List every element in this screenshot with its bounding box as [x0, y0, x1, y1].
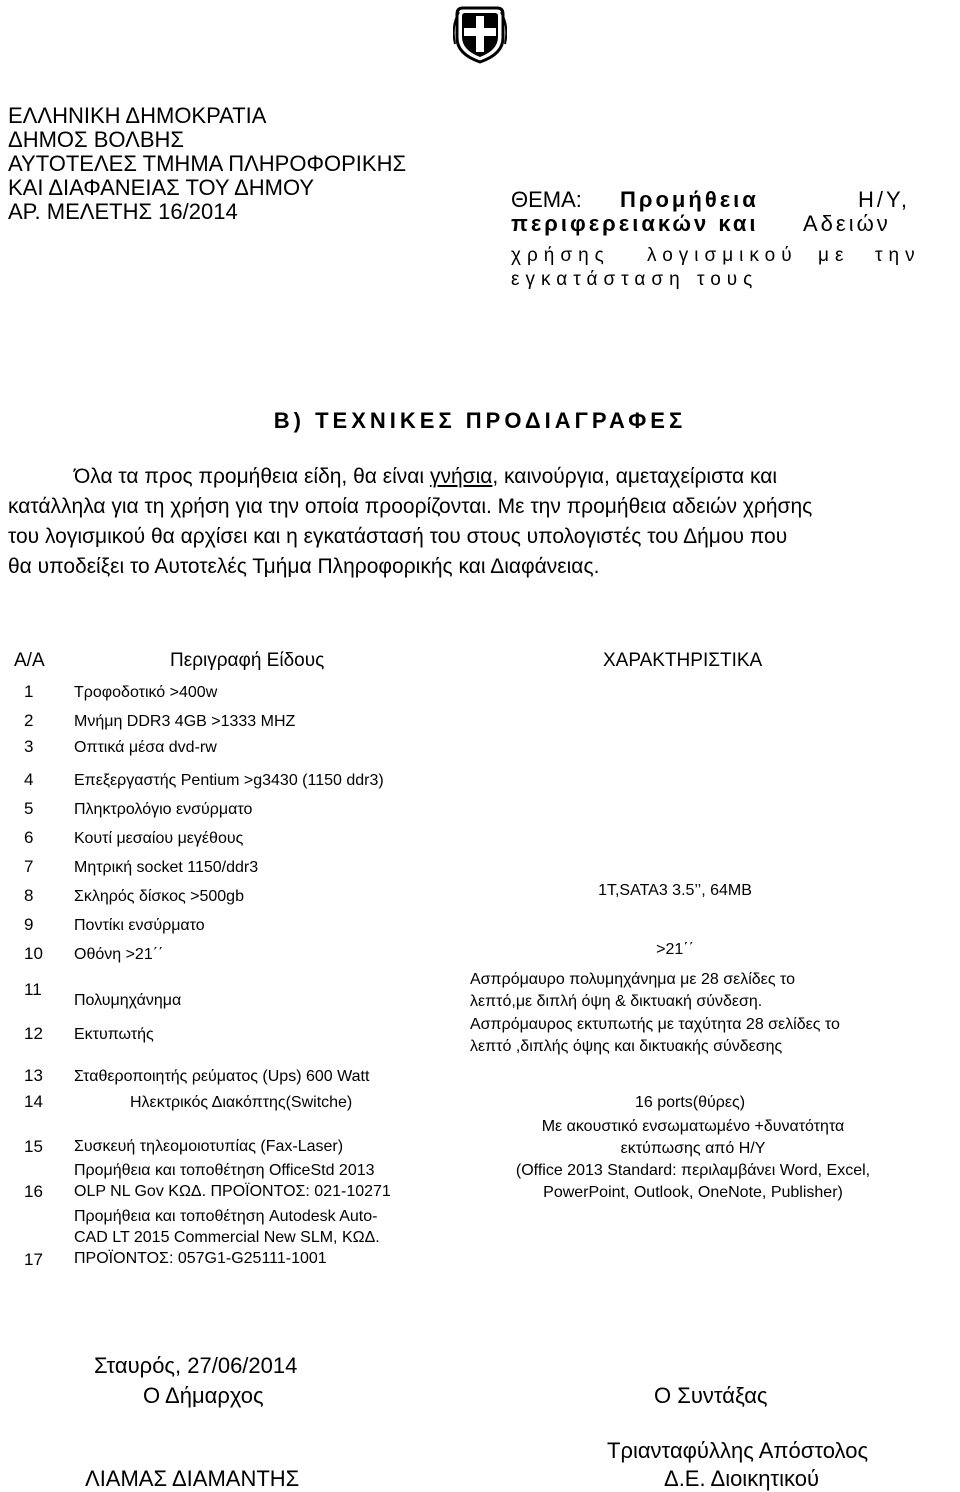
- author-role: Δ.Ε. Διοικητικού: [664, 1466, 820, 1491]
- row-number: 2: [24, 711, 34, 730]
- row-number: 4: [24, 770, 34, 789]
- org-line: ΚΑΙ ΔΙΑΦΑΝΕΙΑΣ ΤΟΥ ΔΗΜΟΥ: [8, 175, 315, 200]
- item-description: Κουτί μεσαίου μεγέθους: [74, 830, 244, 847]
- row-number: 10: [24, 944, 43, 963]
- item-characteristics: 16 ports(θύρες): [634, 1094, 746, 1111]
- item-description: Πολυμηχάνημα: [74, 992, 182, 1009]
- row-number: 6: [24, 828, 34, 847]
- item-description: CAD LT 2015 Commercial New SLM, ΚΩΔ.: [74, 1229, 380, 1246]
- subject-text: την: [875, 245, 921, 266]
- mayor-name: ΛΙΑΜΑΣ ΔΙΑΜΑΝΤΗΣ: [85, 1466, 300, 1491]
- item-description: Προμήθεια και τοποθέτηση OfficeStd 2013: [74, 1162, 375, 1179]
- subject-text: Αδειών: [803, 211, 891, 236]
- item-description: Ποντίκι ενσύρματο: [74, 917, 205, 934]
- item-description: OLP NL Gov ΚΩΔ. ΠΡΟΪΟΝΤΟΣ: 021-10271: [74, 1183, 391, 1200]
- subject-text: Η/Υ,: [858, 187, 910, 212]
- item-characteristics: Ασπρόμαυρο πολυμηχάνημα με 28 σελίδες το: [470, 971, 795, 988]
- subject-label: ΘΕΜΑ:: [511, 187, 582, 212]
- item-characteristics: εκτύπωσης από Η/Υ: [620, 1140, 766, 1157]
- intro-line: του λογισμικού θα αρχίσει και η εγκατάστασή του στους υπολογιστές του Δήμου που: [8, 525, 788, 548]
- row-number: 14: [24, 1092, 43, 1111]
- row-number: 8: [24, 886, 34, 905]
- subject-text: λογισμικού: [647, 245, 798, 266]
- column-header-description: Περιγραφή Είδους: [170, 650, 325, 671]
- intro-line: κατάλληλα για τη χρήση για την οποία προορίζονται. Με την προμήθεια αδειών χρήσης: [8, 495, 813, 518]
- mayor-title: Ο Δήμαρχος: [143, 1383, 264, 1408]
- item-characteristics: 1T,SATA3 3.5’’, 64MB: [598, 882, 752, 899]
- column-header-aa: Α/Α: [14, 650, 45, 671]
- item-characteristics: PowerPoint, Outlook, OneNote, Publisher): [543, 1184, 843, 1201]
- item-description: Πληκτρολόγιο ενσύρματο: [74, 801, 253, 818]
- item-description: Οθόνη >21΄΄: [74, 946, 164, 963]
- item-characteristics: λεπτό,με διπλή όψη & δικτυακή σύνδεση.: [470, 993, 763, 1010]
- subject-text: χρήσης: [511, 245, 610, 266]
- item-characteristics: Ασπρόμαυρος εκτυπωτής με ταχύτητα 28 σελίδες το: [470, 1016, 840, 1033]
- item-description: Μνήμη DDR3 4GB >1333 MHZ: [74, 713, 296, 730]
- item-characteristics: (Office 2013 Standard: περιλαμβάνει Word, Excel,: [515, 1162, 871, 1179]
- org-line: ΔΗΜΟΣ ΒΟΛΒΗΣ: [8, 127, 184, 152]
- row-number: 3: [24, 737, 34, 756]
- item-characteristics: Με ακουστικό ενσωματωμένο +δυνατότητα: [541, 1118, 845, 1135]
- item-description: Σκληρός δίσκος >500gb: [74, 888, 244, 905]
- row-number: 5: [24, 799, 34, 818]
- section-title: Β) ΤΕΧΝΙΚΕΣ ΠΡΟΔΙΑΓΡΑΦΕΣ: [273, 408, 687, 433]
- genuine-underlined: γνήσια: [429, 465, 493, 488]
- row-number: 7: [24, 857, 34, 876]
- row-number: 12: [24, 1024, 43, 1043]
- item-description: Οπτικά μέσα dvd-rw: [74, 739, 217, 756]
- org-line: ΑΥΤΟΤΕΛΕΣ ΤΜΗΜΑ ΠΛΗΡΟΦΟΡΙΚΗΣ: [8, 151, 407, 176]
- item-description: Τροφοδοτικό >400w: [74, 684, 218, 701]
- item-description: Μητρική socket 1150/ddr3: [74, 859, 259, 876]
- author-name: Τριανταφύλλης Απόστολος: [607, 1438, 869, 1463]
- column-header-characteristics: ΧΑΡΑΚΤΗΡΙΣΤΙΚΑ: [603, 650, 763, 671]
- row-number: 1: [24, 682, 34, 701]
- row-number: 11: [24, 980, 42, 999]
- row-number: 16: [24, 1182, 43, 1201]
- study-number: ΑΡ. ΜΕΛΕΤΗΣ 16/2014: [8, 199, 238, 224]
- item-characteristics: >21΄΄: [656, 941, 694, 958]
- item-characteristics: λεπτό ,διπλής όψης και δικτυακής σύνδεσης: [470, 1038, 783, 1055]
- row-number: 13: [24, 1066, 43, 1085]
- intro-line: θα υποδείξει το Αυτοτελές Τμήμα Πληροφορικής και Διαφάνειας.: [8, 555, 600, 578]
- item-description: ΠΡΟΪΟΝΤΟΣ: 057G1-G25111-1001: [74, 1250, 327, 1267]
- item-description: Προμήθεια και τοποθέτηση Autodesk Auto-: [74, 1208, 378, 1225]
- place-date: Σταυρός, 27/06/2014: [94, 1353, 298, 1378]
- row-number: 9: [24, 915, 34, 934]
- org-line: ΕΛΛΗΝΙΚΗ ΔΗΜΟΚΡΑΤΙΑ: [8, 103, 267, 128]
- author-title: Ο Συντάξας: [654, 1383, 768, 1408]
- row-number: 15: [24, 1137, 43, 1156]
- row-number: 17: [24, 1250, 43, 1269]
- intro-line: Όλα τα προς προμήθεια είδη, θα είναι γνήσια, καινούργια, αμεταχείριστα και: [74, 465, 778, 488]
- item-description: Σταθεροποιητής ρεύματος (Ups) 600 Watt: [74, 1068, 370, 1085]
- subject-text: εγκατάσταση τους: [511, 269, 759, 290]
- item-description: Εκτυπωτής: [74, 1026, 154, 1043]
- subject-text: περιφερειακών και: [511, 211, 759, 236]
- item-description: Ηλεκτρικός Διακόπτης(Switche): [130, 1094, 353, 1111]
- item-description: Συσκευή τηλεομοιοτυπίας (Fax-Laser): [74, 1138, 344, 1155]
- subject-text: με: [818, 245, 850, 266]
- greek-coat-of-arms-icon: [453, 4, 507, 66]
- item-description: Επεξεργαστής Pentium >g3430 (1150 ddr3): [74, 772, 384, 789]
- subject-text: Προμήθεια: [620, 187, 759, 212]
- intro-paragraph: [8, 462, 954, 582]
